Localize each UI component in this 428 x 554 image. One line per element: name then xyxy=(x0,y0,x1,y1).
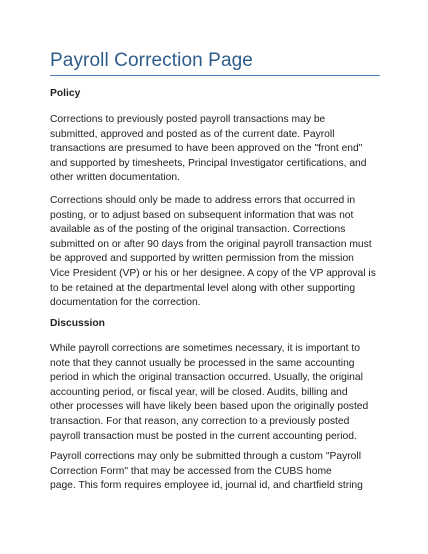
discussion-paragraph-2 xyxy=(50,450,380,494)
text-line: available as of the posting of the original transaction. Corrections xyxy=(50,224,346,236)
discussion-paragraph-1 xyxy=(50,342,380,444)
text-line: period in which the original transaction occurred. Usually, the original xyxy=(50,372,363,384)
text-line: note that they cannot usually be processed in the same accounting xyxy=(50,357,355,369)
text-line: While payroll corrections are sometimes necessary, it is important to xyxy=(50,343,360,354)
text-line: submitted, approved and posted as of the current date. Payroll xyxy=(50,128,335,140)
text-line: accounting period, or fiscal year, will be closed. Audits, billing and xyxy=(50,386,348,398)
policy-paragraph-2 xyxy=(50,194,380,311)
text-line: documentation for the correction. xyxy=(50,297,201,309)
policy-paragraph-1 xyxy=(50,113,380,186)
text-line: transactions are presumed to have been approved on the "front end" xyxy=(50,143,363,155)
text-line: submitted on or after 90 days from the original payroll transaction must xyxy=(50,238,372,250)
text-line: Payroll corrections may only be submitted through a custom "Payroll xyxy=(50,451,361,462)
text-line: and supported by timesheets, Principal Investigator certifications, and xyxy=(50,157,367,169)
text-line: Corrections should only be made to address errors that occurred in xyxy=(50,195,356,206)
text-line: Correction Form" that may be accessed from the CUBS home xyxy=(50,465,332,477)
text-line: posting, or to adjust based on subsequent information that was not xyxy=(50,209,354,221)
text-line: to be retained at the departmental level along with other supporting xyxy=(50,282,356,294)
text-line: payroll transaction must be posted in the current accounting period. xyxy=(50,430,357,442)
text-line: Corrections to previously posted payroll transactions may be xyxy=(50,114,326,125)
text-line: other processes will have likely been based upon the originally posted xyxy=(50,401,369,413)
text-line: Vice President (VP) or his or her designee. A copy of the VP approval is xyxy=(50,267,376,279)
text-line: transaction. For that reason, any correction to a previously posted xyxy=(50,415,350,427)
section-heading-policy: Policy xyxy=(50,88,81,99)
section-heading-discussion: Discussion xyxy=(50,318,105,329)
page-title: Payroll Correction Page xyxy=(50,50,253,71)
title-divider xyxy=(50,75,380,76)
text-line: page. This form requires employee id, journal id, and chartfield string xyxy=(50,480,363,492)
text-line: be approved and supported by written permission from the mission xyxy=(50,253,354,265)
text-line: other written documentation. xyxy=(50,172,180,184)
